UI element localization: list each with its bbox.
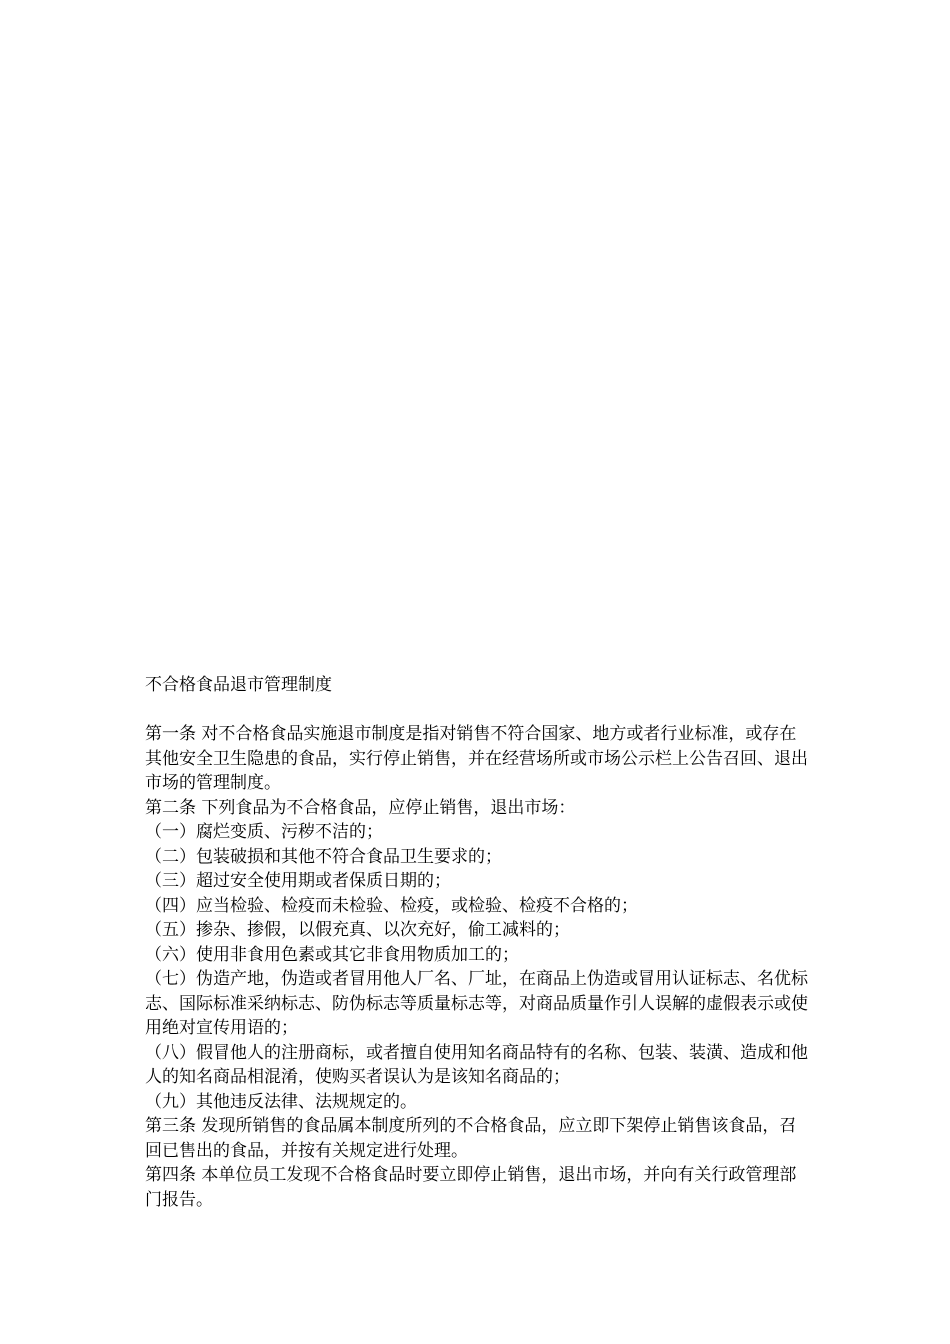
article-1: 第一条 对不合格食品实施退市制度是指对销售不符合国家、地方或者行业标准，或存在其他安全卫生隐患的食品，实行停止销售，并在经营场所或市场公示栏上公告召回、退出市场的管理制度。	[145, 724, 808, 793]
article-2: 第二条 下列食品为不合格食品，应停止销售，退出市场：	[145, 797, 576, 818]
document-body	[145, 673, 813, 1212]
document-title: 不合格食品退市管理制度	[145, 675, 332, 695]
article-2-item-5: （五）掺杂、掺假，以假充真、以次充好，偷工减料的；	[145, 920, 570, 940]
article-2-item-9: （九）其他违反法律、法规规定的。	[145, 1091, 417, 1112]
article-3: 第三条 发现所销售的食品属本制度所列的不合格食品，应立即下架停止销售该食品，召回已售出的食品，并按有关规定进行处理。	[145, 1116, 797, 1161]
article-4: 第四条 本单位员工发现不合格食品时要立即停止销售，退出市场，并向有关行政管理部门报告。	[145, 1165, 797, 1210]
article-2-item-1: （一）腐烂变质、污秽不洁的；	[145, 822, 383, 842]
article-2-item-2: （二）包装破损和其他不符合食品卫生要求的；	[145, 846, 502, 867]
article-2-item-8: （八）假冒他人的注册商标，或者擅自使用知名商品特有的名称、包装、装潢、造成和他人的知名商品相混淆，使购买者误认为是该知名商品的；	[145, 1042, 808, 1087]
article-2-item-3: （三）超过安全使用期或者保质日期的；	[145, 871, 451, 891]
article-2-item-7: （七）伪造产地，伪造或者冒用他人厂名、厂址，在商品上伪造或冒用认证标志、名优标志、国际标准采纳标志、防伪标志等质量标志等，对商品质量作引人误解的虚假表示或使用绝对宣传用语的；	[145, 969, 808, 1038]
article-2-item-6: （六）使用非食用色素或其它非食用物质加工的；	[145, 944, 519, 965]
article-2-item-4: （四）应当检验、检疫而未检验、检疫，或检验、检疫不合格的；	[145, 895, 638, 916]
